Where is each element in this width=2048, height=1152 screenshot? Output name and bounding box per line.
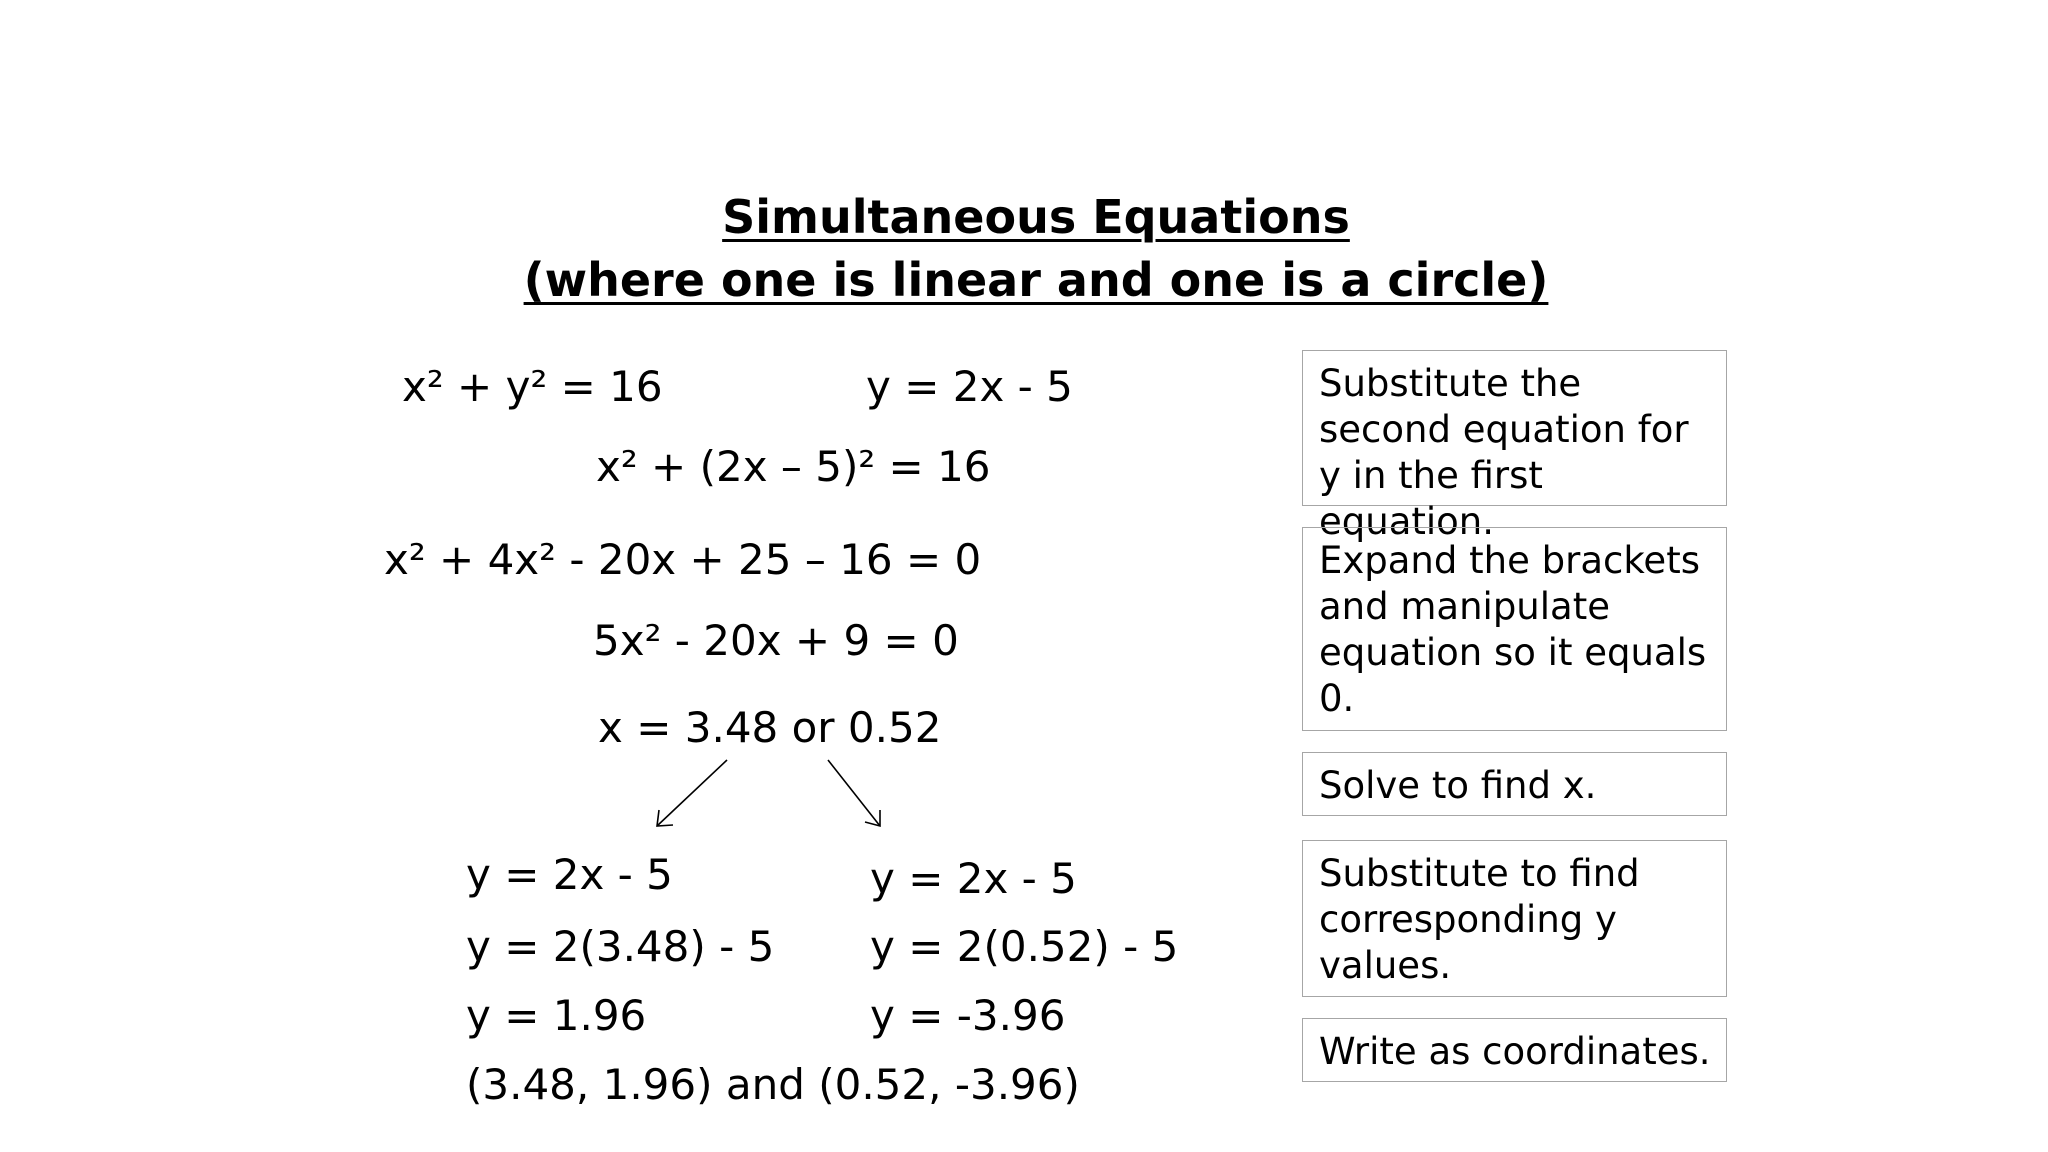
step-solve-x: Solve to find x. [1302, 752, 1727, 816]
step-expand: Expand the brackets and manipulate equation so it equals 0. [1302, 527, 1727, 731]
arrow-right-icon [828, 760, 880, 826]
left-branch-line3: y = 1.96 [466, 991, 647, 1040]
expanded-equation: x² + 4x² - 20x + 25 – 16 = 0 [384, 535, 982, 584]
x-solutions: x = 3.48 or 0.52 [598, 703, 942, 752]
right-branch-line2: y = 2(0.52) - 5 [870, 922, 1179, 971]
right-branch-line1: y = 2x - 5 [870, 854, 1077, 903]
step-substitute: Substitute the second equation for y in the first equation. [1302, 350, 1727, 506]
circle-equation: x² + y² = 16 [402, 362, 663, 411]
quadratic-equation: 5x² - 20x + 9 = 0 [593, 616, 959, 665]
coordinate-answer: (3.48, 1.96) and (0.52, -3.96) [466, 1060, 1080, 1109]
step-coordinates: Write as coordinates. [1302, 1018, 1727, 1082]
left-branch-line2: y = 2(3.48) - 5 [466, 922, 775, 971]
substituted-equation: x² + (2x – 5)² = 16 [596, 442, 991, 491]
arrow-left-icon [657, 760, 727, 826]
step-find-y: Substitute to find corresponding y values. [1302, 840, 1727, 997]
linear-equation: y = 2x - 5 [866, 362, 1073, 411]
left-branch-line1: y = 2x - 5 [466, 850, 673, 899]
right-branch-line3: y = -3.96 [870, 991, 1066, 1040]
page-subtitle: (where one is linear and one is a circle) [523, 253, 1549, 307]
page-title: Simultaneous Equations [722, 190, 1350, 244]
